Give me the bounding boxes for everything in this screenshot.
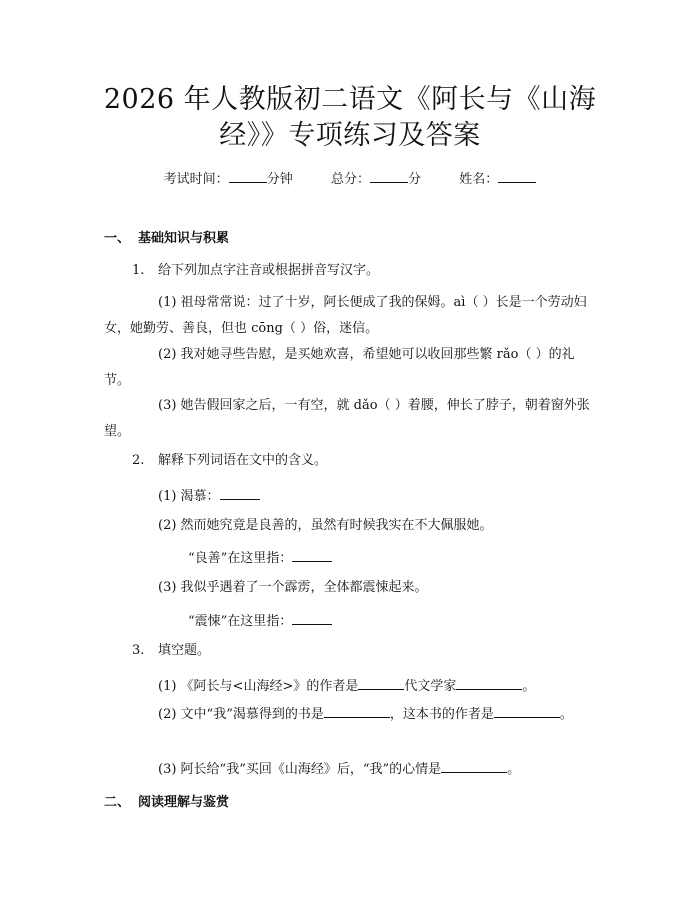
question-3-item-1 — [158, 677, 535, 695]
question-3-item-3 — [158, 760, 520, 778]
answer-blank[interactable] — [292, 549, 332, 562]
question-1-prompt: 给下列加点字注音或根据拼音写汉字。 — [158, 263, 380, 278]
time-unit: 分钟 — [266, 172, 293, 187]
answer-blank[interactable] — [358, 677, 404, 690]
question-2-item-3-sub-text: “震悚”在这里指： — [188, 614, 293, 629]
question-1-item-1-text: (1) 祖母常常说：过了十岁，阿长便成了我的保姆。aì（ ）长是一个劳动妇女，她勤劳、善良，但也 cōng（ ）俗，迷信。 — [104, 295, 587, 336]
question-2-item-2-text: (2) 然而她究竟是良善的，虽然有时候我实在不大佩服她。 — [158, 518, 493, 533]
question-2 — [132, 453, 327, 469]
question-1-number: 1. — [132, 263, 145, 278]
question-2-item-3-text: (3) 我似乎遇着了一个霹雳，全体都震悚起来。 — [158, 580, 428, 595]
question-3-number: 3. — [132, 643, 145, 658]
answer-blank[interactable] — [324, 705, 390, 718]
question-3-item-3-text-b: 。 — [507, 762, 521, 777]
question-2-item-3-sub — [188, 612, 332, 630]
question-1-item-2 — [104, 342, 596, 394]
section-1-number: 一、 — [104, 231, 131, 246]
score-label: 总分： — [330, 172, 370, 187]
page-title-line-2: 经》》专项练习及答案 — [219, 120, 481, 151]
question-1-item-2-text: (2) 我对她寻些告慰，是买她欢喜，希望她可以收回那些繁 rǎo（ ）的礼节。 — [104, 347, 575, 388]
section-2-number: 二、 — [104, 795, 131, 810]
question-3 — [132, 643, 210, 659]
section-1-heading — [104, 231, 229, 247]
section-1-title: 基础知识与积累 — [138, 231, 230, 246]
question-1-item-3 — [104, 393, 596, 445]
question-3-item-1-text-a: (1) 《阿长与<山海经>》的作者是 — [158, 679, 359, 694]
question-2-item-1-text: (1) 渴慕： — [158, 489, 220, 504]
question-2-item-2-sub — [188, 549, 332, 567]
question-2-number: 2. — [132, 453, 145, 468]
question-3-item-2-text-b: ，这本书的作者是 — [389, 707, 494, 722]
section-2-heading — [104, 795, 229, 811]
question-1-item-3-text: (3) 她告假回家之后，一有空，就 dǎo（ ）着腰，伸长了脖子，朝着窗外张望。 — [104, 398, 590, 439]
exam-meta — [0, 170, 700, 188]
answer-blank[interactable] — [441, 760, 507, 773]
question-1 — [132, 263, 379, 279]
question-2-item-2-sub-text: “良善”在这里指： — [188, 551, 293, 566]
name-label: 姓名： — [459, 172, 499, 187]
answer-blank[interactable] — [220, 487, 260, 500]
answer-blank[interactable] — [494, 705, 560, 718]
question-3-item-3-text-a: (3) 阿长给“我”买回《山海经》后，“我”的心情是 — [158, 762, 442, 777]
page-title-line-1: 2026 年人教版初二语文《阿长与《山海 — [103, 84, 597, 115]
question-3-item-2 — [104, 702, 596, 728]
answer-blank[interactable] — [456, 677, 522, 690]
score-blank — [370, 170, 408, 183]
time-blank — [229, 170, 267, 183]
question-3-item-2-text-c: 。 — [559, 707, 573, 722]
score-unit: 分 — [408, 172, 422, 187]
question-2-item-2 — [158, 518, 493, 534]
answer-blank[interactable] — [292, 612, 332, 625]
question-3-item-1-text-c: 。 — [522, 679, 536, 694]
question-3-item-1-text-b: 代文学家 — [404, 679, 457, 694]
question-1-item-1 — [104, 290, 596, 342]
time-label: 考试时间： — [163, 172, 229, 187]
question-2-item-3 — [158, 580, 428, 596]
section-2-title: 阅读理解与鉴赏 — [138, 795, 230, 810]
question-3-item-2-text-a: (2) 文中“我”渴慕得到的书是 — [158, 707, 324, 722]
name-blank — [498, 170, 536, 183]
question-3-prompt: 填空题。 — [158, 643, 211, 658]
question-2-prompt: 解释下列词语在文中的含义。 — [158, 453, 328, 468]
question-2-item-1 — [158, 487, 260, 505]
